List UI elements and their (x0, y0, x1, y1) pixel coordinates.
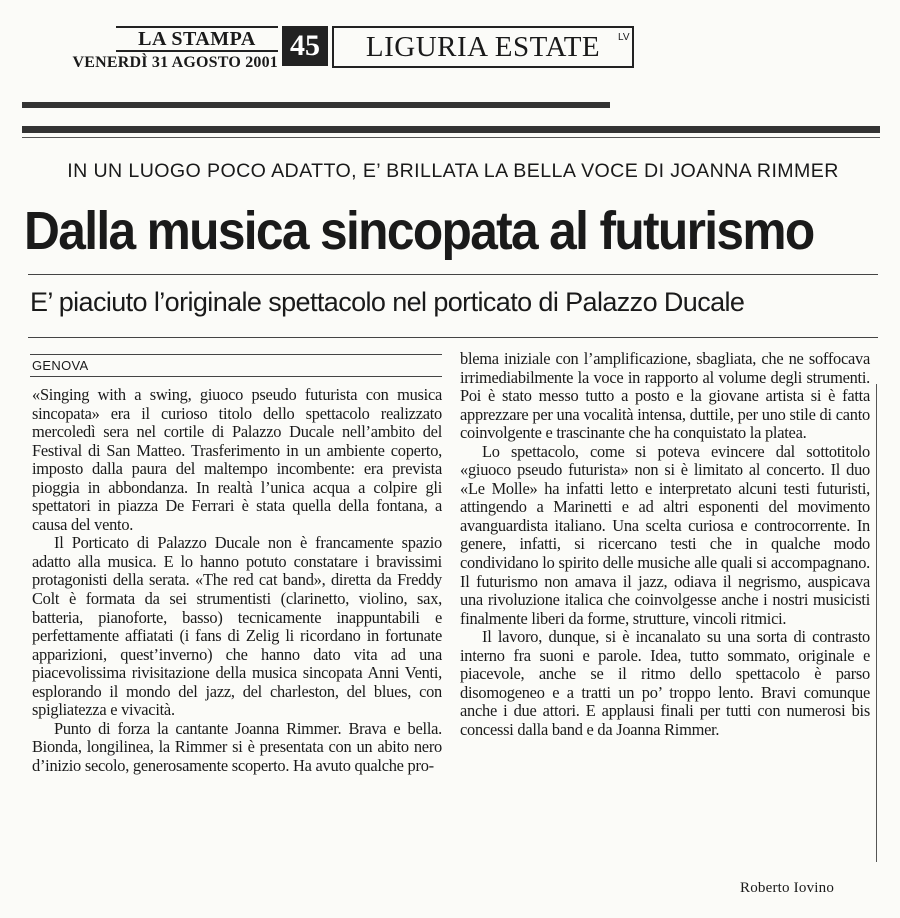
paragraph: Lo spettacolo, come si poteva evincere dal sottotitolo «giuoco pseudo futurista» non si è limitato al concerto. Il duo «Le Molle» ha infatti letto e interpretato alcuni testi futuristi, attingendo a Marinetti e ad altri esponenti del movimento avanguardista italiano. Una scelta curiosa e controcorrente. In genere, infatti, si ricercano testi che in qualche modo condividano lo spirito delle musiche alle quali si accompagnano. Il futurismo non amava il jazz, odiava il negrismo, auspicava una rivoluzione italica che coinvolgesse anche i nostri musicisti finalmente liberi da forme, strutture, vincoli ritmici. (460, 441, 870, 628)
article-top-thin-rule (22, 137, 880, 138)
edition-mark: LV (618, 32, 630, 43)
article-dateline: GENOVA (32, 358, 89, 373)
paragraph: Punto di forza la cantante Joanna Rimmer. Brava e bella. Bionda, longilinea, la Rimmer si è presentata con un abito nero d’inizio secolo, generosamente scoperto. Ha avuto qualche pro- (32, 718, 442, 775)
article-kicker: IN UN LUOGO POCO ADATTO, E’ BRILLATA LA BELLA VOCE DI JOANNA RIMMER (67, 160, 839, 182)
section-title: LIGURIA ESTATE (332, 26, 634, 68)
page-number: 45 (282, 26, 328, 66)
newspaper-brand: LA STAMPA (116, 26, 278, 52)
masthead-rule (22, 102, 610, 108)
article-column-1 (32, 386, 442, 775)
dateline-top-rule (30, 354, 442, 355)
paragraph: Il lavoro, dunque, si è incanalato su una sorta di contrasto interno fra suoni e parole. Idea, tutto sommato, originale e piacevole, anche se il ritmo dello spettacolo è parso disomogeneo e a tratti un po’ troppo lento. Bravi comunque anche i due attori. E applausi finali per tutti con numerosi bis concessi dalla band e da Joanna Rimmer. (460, 627, 870, 739)
article-author: Roberto Iovino (740, 880, 835, 896)
column-right-rule (876, 384, 877, 862)
paragraph: Il Porticato di Palazzo Ducale non è francamente spazio adatto alla musica. E lo hanno potuto constatare i bravissimi protagonisti della serata. «The red cat band», diretta da Freddy Colt è formata da sei strumentisti (clarinetto, violino, sax, batteria, pianoforte, basso) tecnicamente inappuntabili e perfettamente affiatati (i fans di Zelig li ricordano in fortunate apparizioni, quest’inverno) che hanno dato vita ad una piacevolissima rivisitazione della musica sincopata Anni Venti, esplorando il mondo del jazz, del charleston, del blues, con spigliatezza e vivacità. (32, 533, 442, 720)
paragraph: «Singing with a swing, giuoco pseudo futurista con musica sincopata» era il curioso titolo dello spettacolo realizzato mercoledì sera nel cortile di Palazzo Ducale nell’ambito del Festival di San Matteo. Trasferimento in un ambiente coperto, imposto dalla paura del maltempo incombente: era prevista pioggia in abbondanza. In realtà l’unica acqua a colpire gli spettatori in piazza De Ferrari è stata quella della fontana, a causa del vento. (32, 385, 442, 534)
article-headline: Dalla musica sincopata al futurismo (24, 201, 814, 261)
headline-rule (28, 274, 878, 275)
article-column-2 (460, 350, 870, 739)
subheadline-rule (28, 337, 878, 338)
issue-date: VENERDÌ 31 AGOSTO 2001 (72, 54, 278, 71)
article-top-rule (22, 126, 880, 133)
paragraph: blema iniziale con l’amplificazione, sbagliata, che ne soffocava irrimediabilmente la voce in rapporto al volume degli strumenti. Poi è stato messo tutto a posto e la giovane artista si è fatta apprezzare per una vocalità intensa, duttile, per uno stile di canto coinvolgente e trascinante che ha conquistato la platea. (460, 349, 870, 443)
dateline-bottom-rule (30, 376, 442, 377)
article-subheadline: E’ piaciuto l’originale spettacolo nel porticato di Palazzo Ducale (30, 287, 745, 317)
